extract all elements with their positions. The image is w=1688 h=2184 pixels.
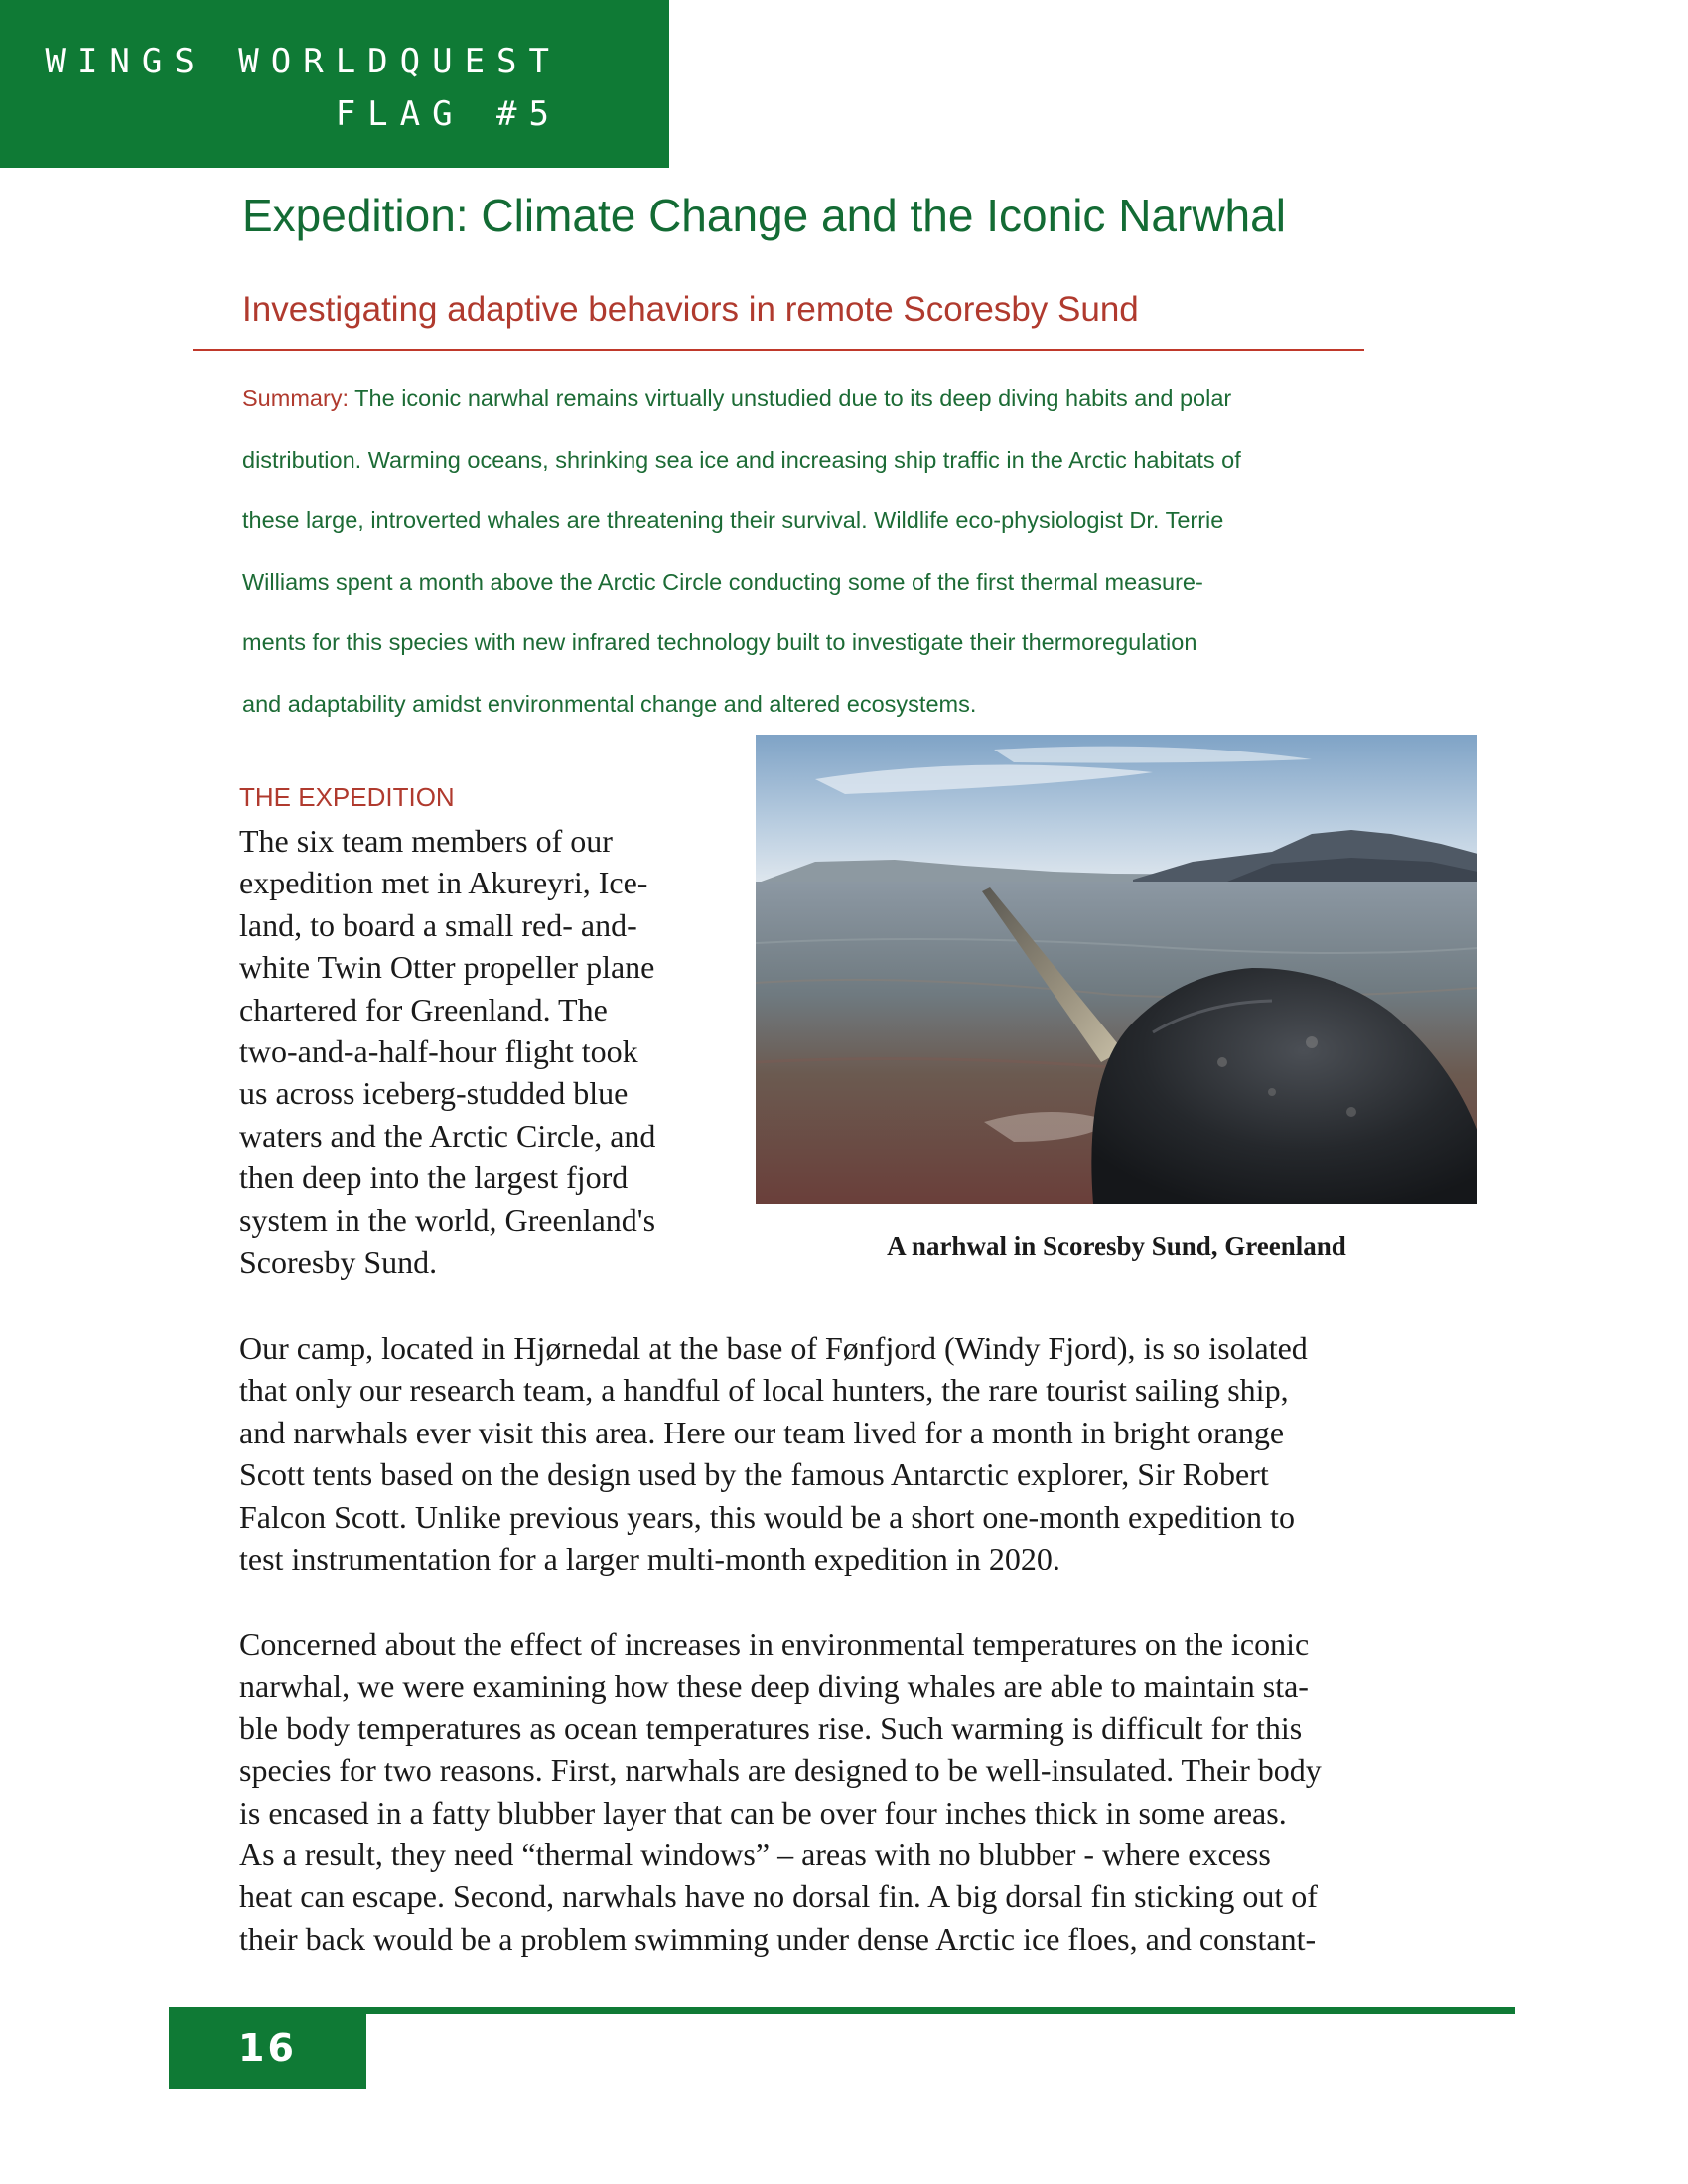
text-line: that only our research team, a handful of local hunters, the rare tourist sailing ship, — [239, 1372, 1289, 1409]
footer-rule — [169, 2007, 1515, 2014]
text-line: heat can escape. Second, narwhals have no dorsal fin. A big dorsal fin sticking out of — [239, 1878, 1318, 1915]
summary-line: these large, introverted whales are threatening their survival. Wildlife eco-physiologist Dr. Terrie — [242, 507, 1224, 533]
header-band — [0, 0, 669, 168]
text-line: white Twin Otter propeller plane — [239, 949, 655, 986]
text-line: land, to board a small red- and- — [239, 906, 637, 943]
text-line: chartered for Greenland. The — [239, 991, 608, 1027]
header-org-name: WINGS WORLDQUEST — [45, 42, 561, 81]
narwhal-photo — [756, 735, 1477, 1204]
text-line: species for two reasons. First, narwhals are designed to be well-insulated. Their body — [239, 1752, 1322, 1789]
text-line: Concerned about the effect of increases in environmental temperatures on the iconic — [239, 1626, 1310, 1662]
text-line: Falcon Scott. Unlike previous years, this would be a short one-month expedition to — [239, 1498, 1295, 1535]
body-paragraph-camp — [239, 1327, 1451, 1579]
text-line: system in the world, Greenland's — [239, 1201, 656, 1238]
text-line: two-and-a-half-hour flight took — [239, 1033, 638, 1070]
page-title: Expedition: Climate Change and the Iconic Narwhal — [242, 190, 1286, 241]
summary-label: Summary: — [242, 385, 350, 411]
text-line: Scoresby Sund. — [239, 1244, 438, 1281]
page-number: 16 — [169, 2007, 366, 2089]
photo-caption: A narhwal in Scoresby Sund, Greenland — [887, 1231, 1346, 1261]
summary-line-text: The iconic narwhal remains virtually unstudied due to its deep diving habits and polar — [349, 385, 1232, 411]
text-line: their back would be a problem swimming under dense Arctic ice floes, and constant- — [239, 1920, 1317, 1957]
expedition-intro-text — [239, 820, 756, 1283]
summary-block — [242, 382, 1424, 749]
summary-line: distribution. Warming oceans, shrinking sea ice and increasing ship traffic in the Arctic habitats of — [242, 446, 1241, 473]
summary-line: ments for this species with new infrared technology built to investigate their thermoregulation — [242, 629, 1197, 655]
text-line: Our camp, located in Hjørnedal at the base of Fønfjord (Windy Fjord), is so isolated — [239, 1330, 1308, 1366]
text-line: ble body temperatures as ocean temperatures rise. Such warming is difficult for this — [239, 1709, 1303, 1746]
narwhal-photo-illustration — [756, 735, 1477, 1204]
section-heading-expedition: THE EXPEDITION — [239, 782, 455, 812]
text-line: The six team members of our — [239, 823, 613, 859]
page-subtitle: Investigating adaptive behaviors in remote Scoresby Sund — [242, 290, 1139, 329]
text-line: and narwhals ever visit this area. Here our team lived for a month in bright orange — [239, 1414, 1285, 1450]
body-paragraph-temperature — [239, 1623, 1451, 1960]
text-line: narwhal, we were examining how these deep diving whales are able to maintain sta- — [239, 1668, 1309, 1705]
text-line: us across iceberg-studded blue — [239, 1075, 629, 1112]
summary-line: and adaptability amidst environmental change and altered ecosystems. — [242, 690, 977, 717]
text-line: expedition met in Akureyri, Ice- — [239, 865, 648, 901]
text-line: test instrumentation for a larger multi-month expedition in 2020. — [239, 1541, 1060, 1577]
text-line: As a result, they need “thermal windows” – areas with no blubber - where excess — [239, 1837, 1271, 1873]
header-flag-number: FLAG #5 — [335, 94, 561, 134]
text-line: waters and the Arctic Circle, and — [239, 1117, 656, 1154]
summary-line: Williams spent a month above the Arctic Circle conducting some of the first thermal measure- — [242, 568, 1203, 595]
title-divider — [193, 349, 1364, 351]
text-line: then deep into the largest fjord — [239, 1160, 629, 1196]
text-line: is encased in a fatty blubber layer that can be over four inches thick in some areas. — [239, 1794, 1287, 1831]
summary-line — [242, 382, 1424, 444]
text-line: Scott tents based on the design used by the famous Antarctic explorer, Sir Robert — [239, 1456, 1269, 1493]
